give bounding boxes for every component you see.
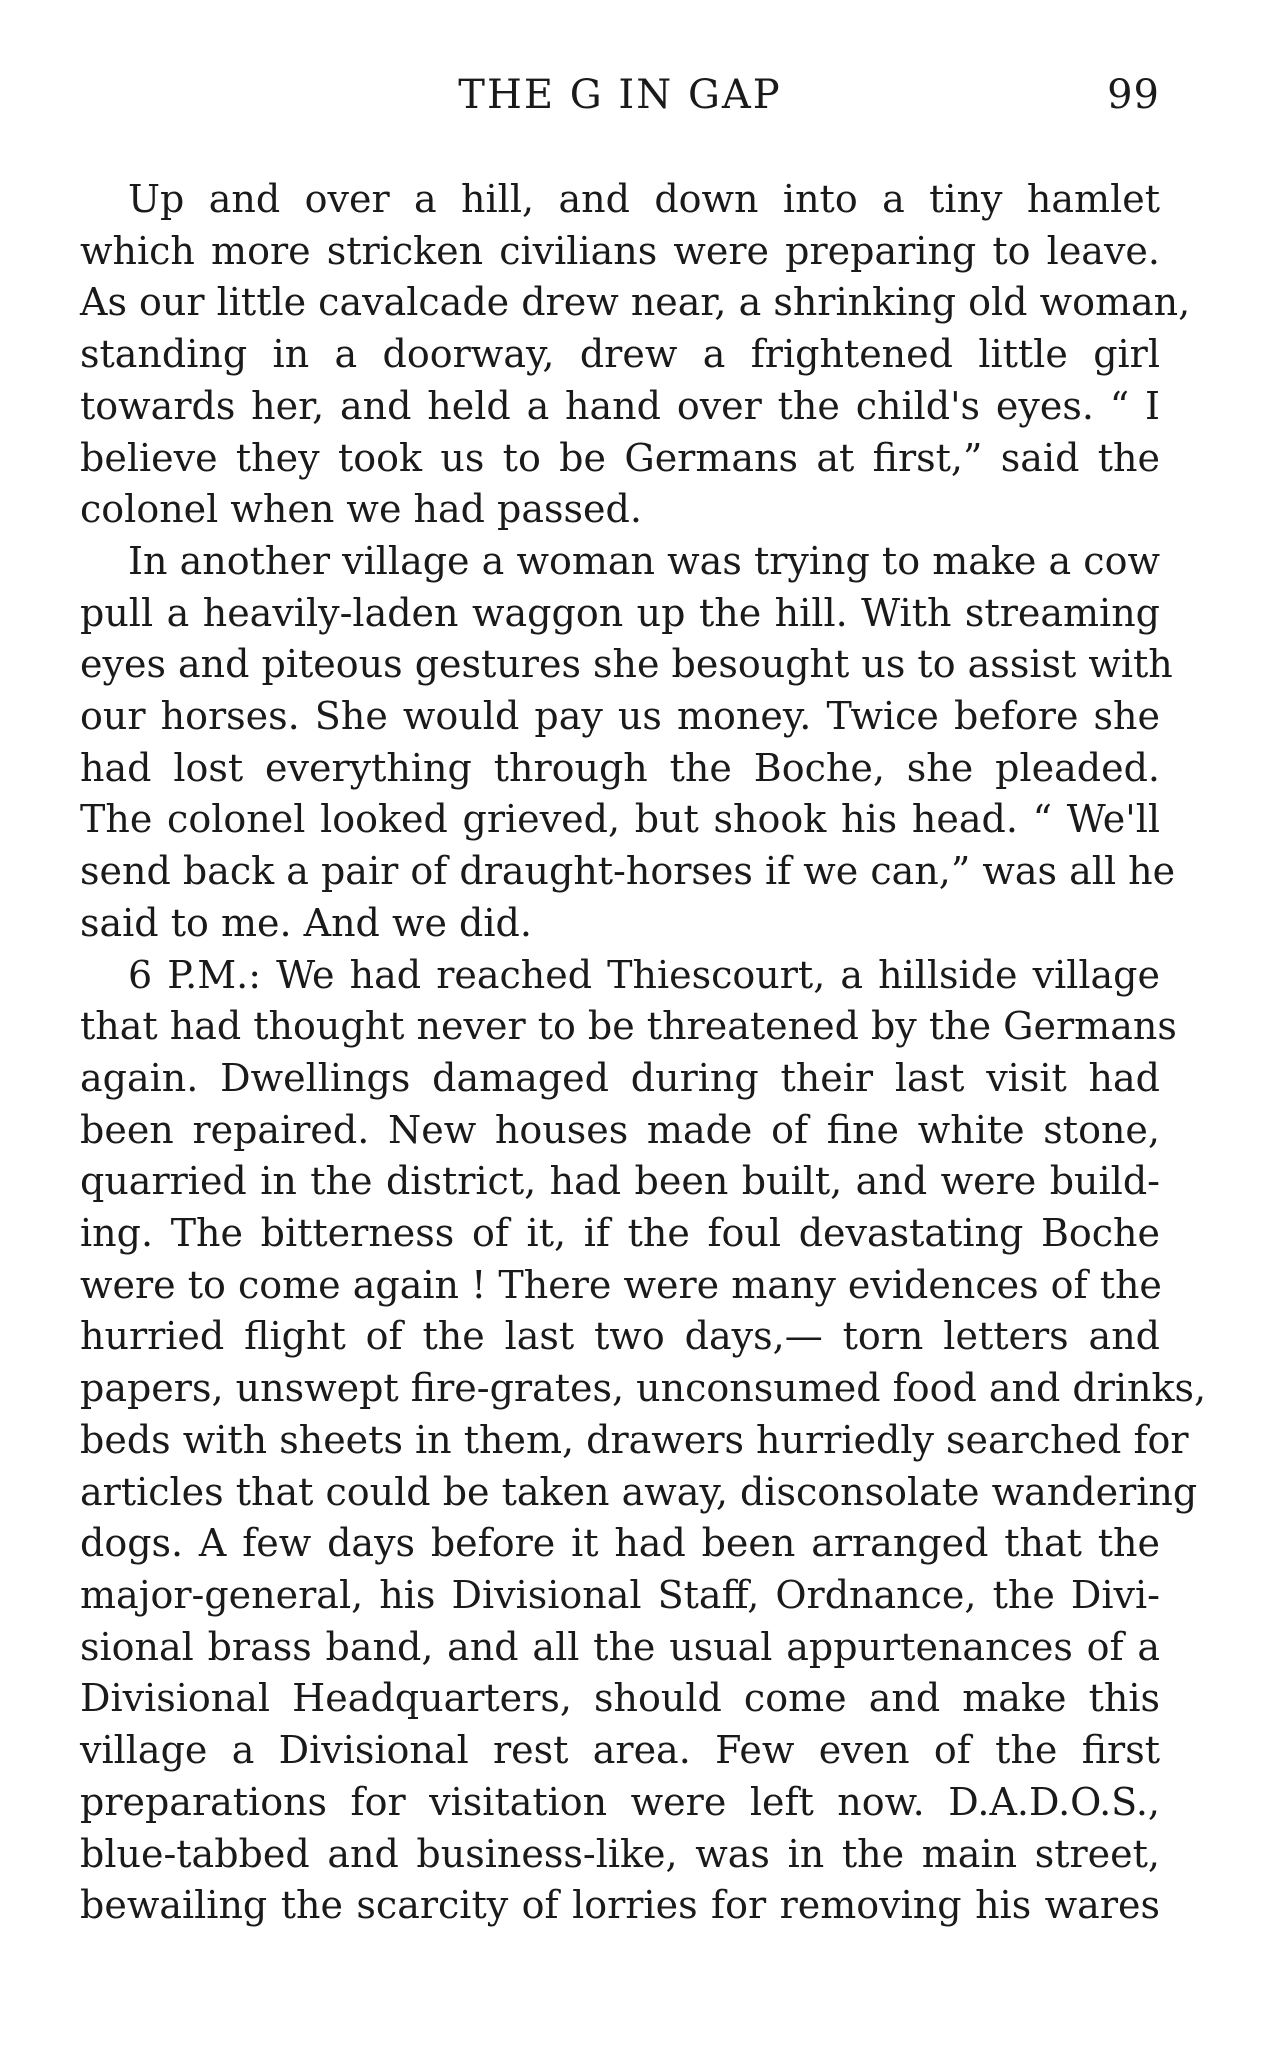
text-line: had lost everything through the Boche, she pleaded. [80,745,1160,790]
text-line: pull a heavily-laden waggon up the hill. With streaming [80,590,1160,635]
text-line: preparations for visitation were left now. D.A.D.O.S., [80,1779,1160,1824]
text-line: which more stricken civilians were preparing to leave. [80,228,1160,273]
text-line: said to me. And we did. [80,900,532,945]
text-line: quarried in the district, had been built, and were build- [80,1159,1160,1204]
text-line: hurried flight of the last two days,— torn letters and [80,1314,1160,1359]
text-line: that had thought never to be threatened by the Germans [80,1004,1177,1049]
text-line: As our little cavalcade drew near, a shrinking old woman, [80,280,1191,325]
text-line: believe they took us to be Germans at first,” said the [80,435,1160,480]
text-line: sional brass band, and all the usual appurtenances of a [80,1624,1160,1669]
text-line: papers, unswept fire-grates, unconsumed food and drinks, [80,1366,1207,1411]
text-line: ing. The bitterness of it, if the foul devastating Boche [80,1211,1160,1256]
text-line: articles that could be taken away, disconsolate wandering [80,1469,1198,1514]
text-line: blue-tabbed and business-like, was in the main street, [80,1831,1160,1876]
book-page [80,72,1207,1932]
text-line: our horses. She would pay us money. Twice before she [80,694,1160,739]
text-line: standing in a doorway, drew a frightened little girl [80,332,1160,377]
text-line: send back a pair of draught-horses if we can,” was all he [80,849,1176,894]
body-text [80,174,1207,1932]
running-head [80,72,1160,128]
text-line: In another village a woman was trying to make a cow [128,538,1160,583]
text-line: Divisional Headquarters, should come and make this [80,1676,1160,1721]
text-line: bewailing the scarcity of lorries for removing his wares [80,1883,1160,1928]
page-number: 99 [1107,72,1160,118]
text-line: beds with sheets in them, drawers hurriedly searched for [80,1417,1189,1462]
text-line: again. Dwellings damaged during their last visit had [80,1055,1160,1100]
text-line: 6 P.M.: We had reached Thiescourt, a hillside village [128,952,1160,997]
text-line: eyes and piteous gestures she besought us to assist with [80,642,1173,687]
text-line: Up and over a hill, and down into a tiny hamlet [128,177,1160,221]
text-line: major-general, his Divisional Staff, Ordnance, the Divi- [80,1572,1160,1617]
text-line: towards her, and held a hand over the child's eyes. “ I [80,383,1160,428]
text-line: colonel when we had passed. [80,487,642,532]
text-line: dogs. A few days before it had been arranged that the [80,1521,1160,1566]
text-line: were to come again ! There were many evidences of the [80,1262,1162,1307]
running-title: THE G IN GAP [458,72,782,118]
text-line: been repaired. New houses made of fine white stone, [80,1107,1160,1152]
text-line: The colonel looked grieved, but shook his head. “ We'll [80,797,1160,842]
text-line: village a Divisional rest area. Few even of the first [80,1728,1160,1773]
